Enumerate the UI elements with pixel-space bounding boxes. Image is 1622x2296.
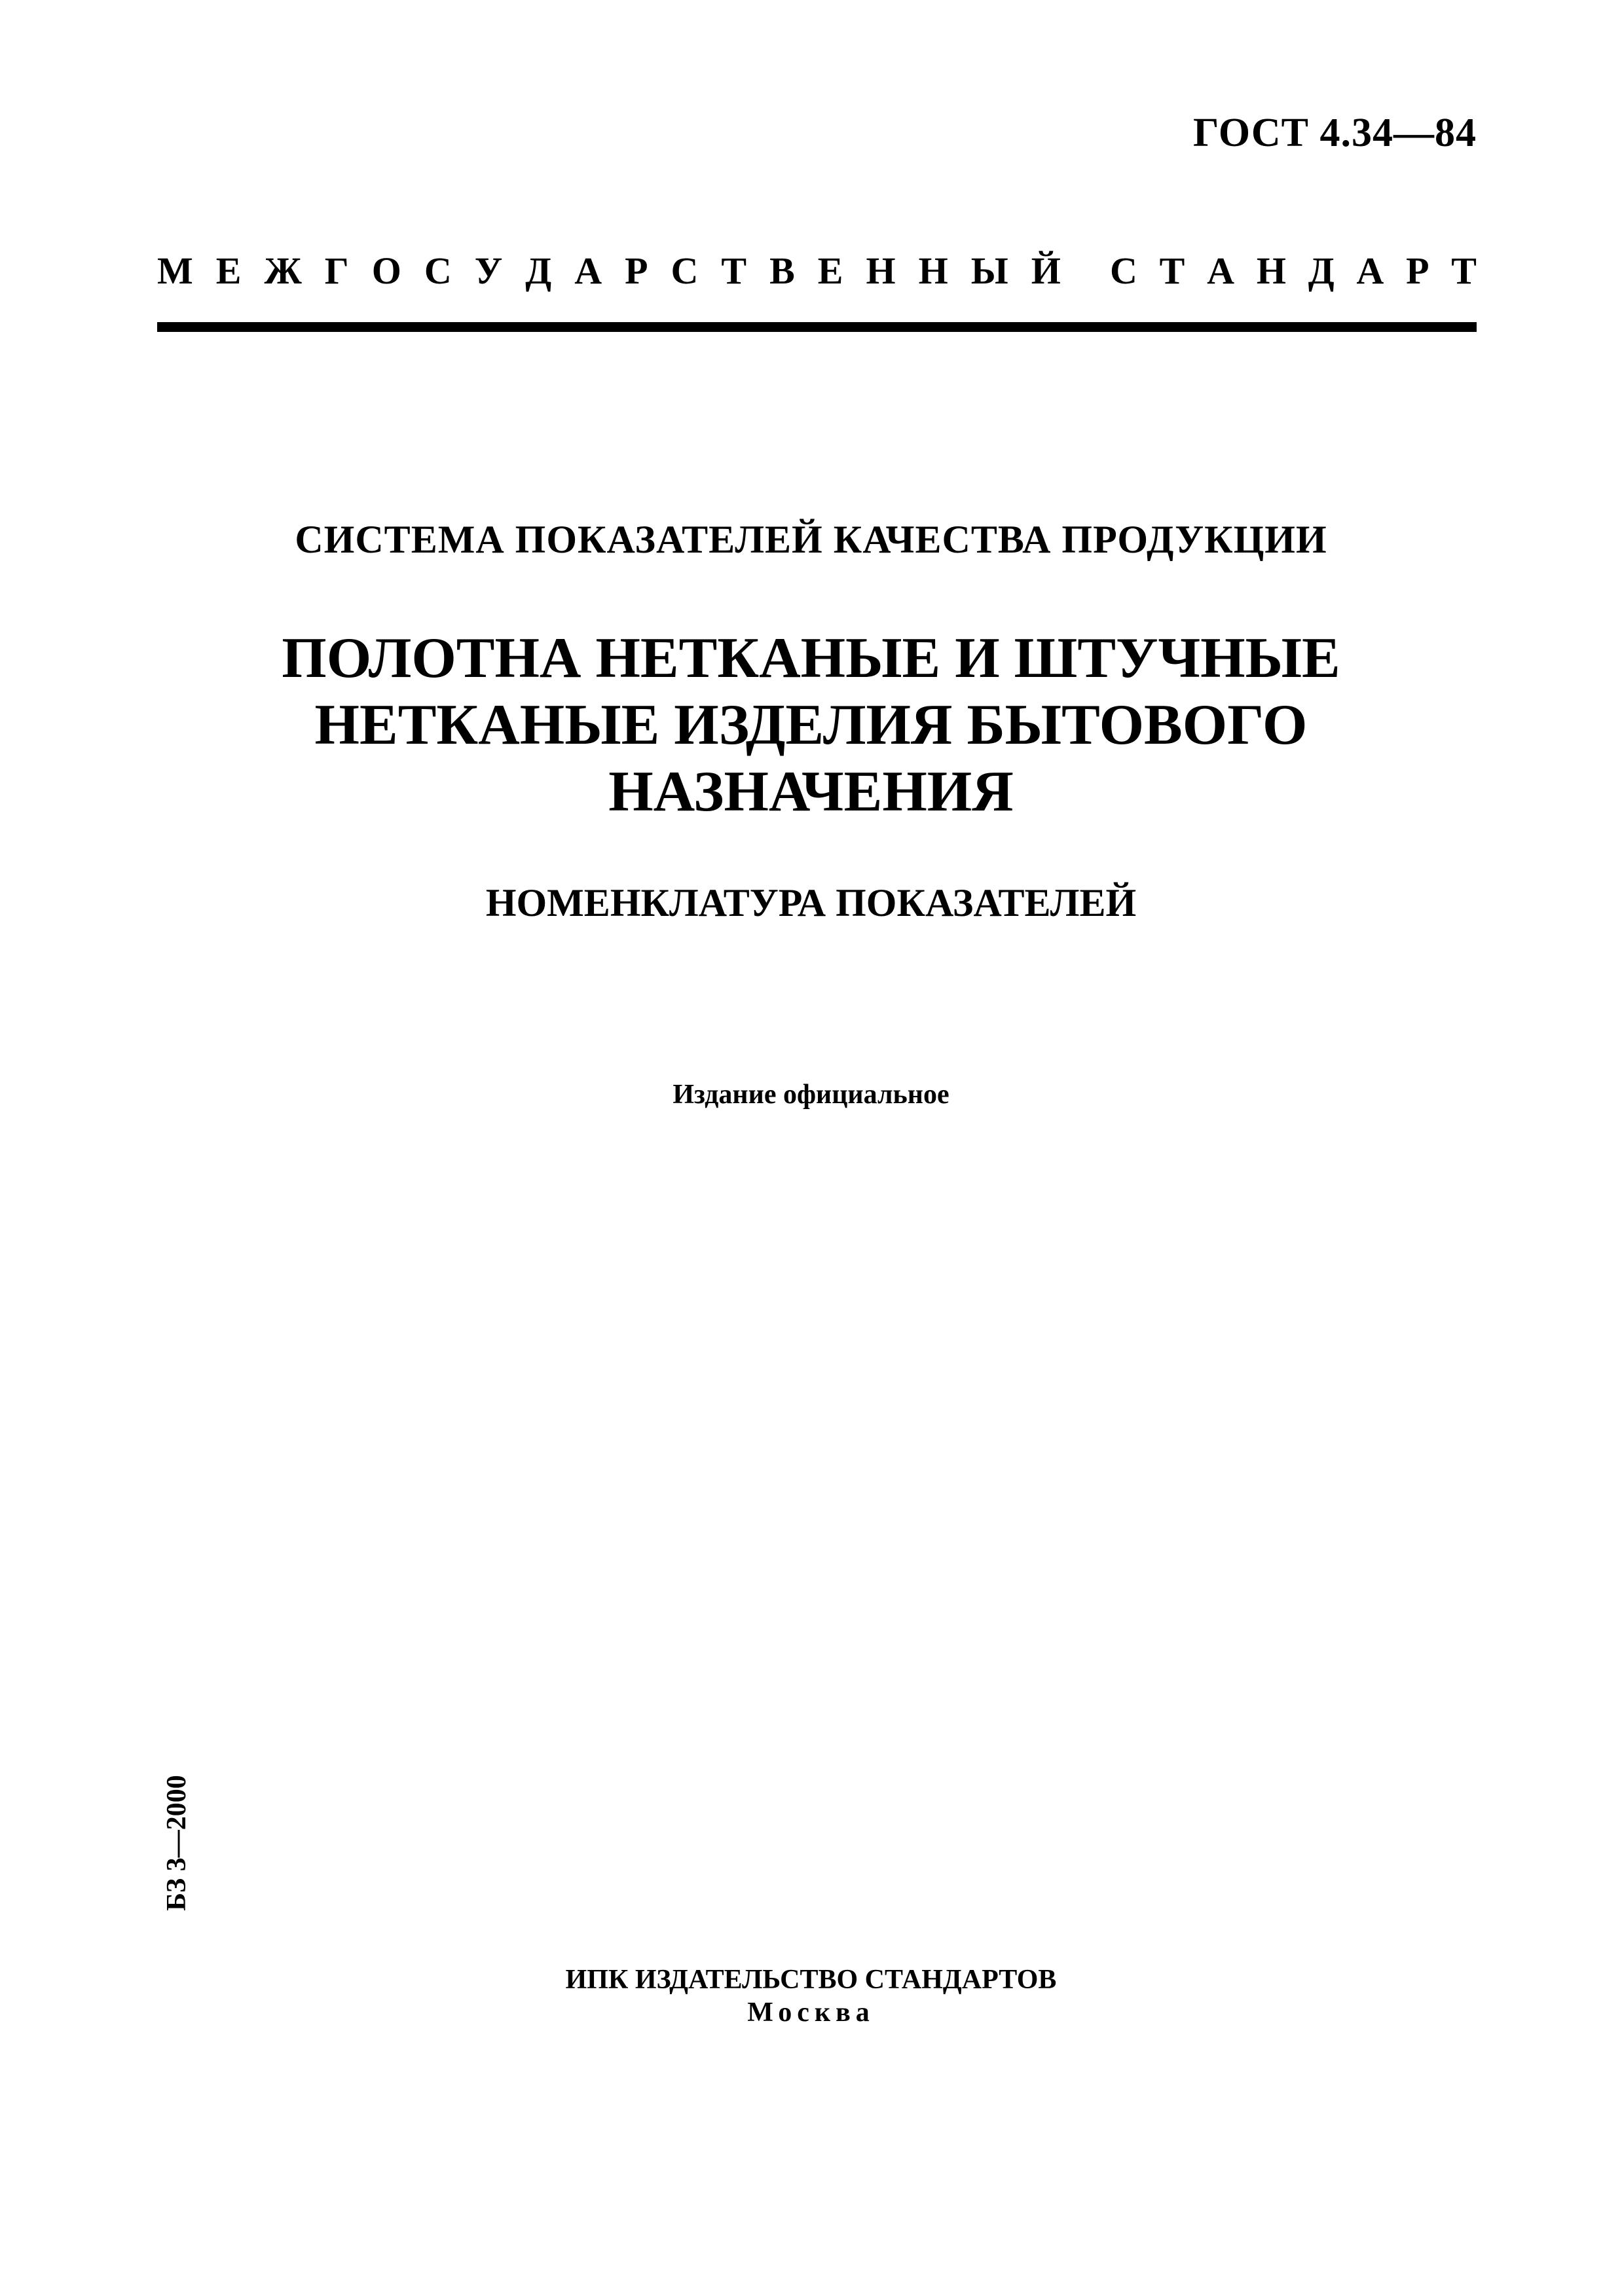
heading-letter: В	[769, 249, 795, 292]
main-title	[0, 625, 1622, 826]
subtitle: НОМЕНКЛАТУРА ПОКАЗАТЕЛЕЙ	[485, 881, 1137, 924]
heading-letter: Е	[817, 249, 843, 292]
heading-letter: С	[671, 249, 699, 292]
main-title-line: НЕТКАНЫЕ ИЗДЕЛИЯ БЫТОВОГО	[314, 693, 1308, 757]
heading-letter: С	[1110, 249, 1137, 292]
interstate-word	[157, 249, 1061, 292]
heading-letter: Ж	[264, 249, 302, 292]
heading-letter: Д	[1308, 249, 1335, 292]
heading-letter: Й	[1031, 249, 1061, 292]
series-title: СИСТЕМА ПОКАЗАТЕЛЕЙ КАЧЕСТВА ПРОДУКЦИИ	[295, 518, 1327, 561]
heading-letter: О	[371, 249, 401, 292]
heading-letter: У	[474, 249, 503, 292]
heading-letter: Н	[918, 249, 948, 292]
heading-letter: Р	[1406, 249, 1429, 292]
heading-letter: Ы	[970, 249, 1008, 292]
heading-letter: Н	[866, 249, 896, 292]
heading-letter: С	[424, 249, 452, 292]
edition-label: Издание официальное	[673, 1080, 949, 1110]
heading-letter: А	[1207, 249, 1235, 292]
main-title-line: НАЗНАЧЕНИЯ	[608, 760, 1014, 824]
heading-letter: Е	[215, 249, 242, 292]
heading-letter: Т	[1451, 249, 1477, 292]
main-title-line: ПОЛОТНА НЕТКАНЫЕ И ШТУЧНЫЕ	[282, 627, 1340, 690]
heading-letter: Р	[625, 249, 648, 292]
interstate-standard-heading	[157, 249, 1477, 292]
gost-number: ГОСТ 4.34—84	[1192, 111, 1477, 155]
heading-letter: А	[574, 249, 602, 292]
standard-word	[1110, 249, 1477, 292]
heading-letter: Т	[1159, 249, 1185, 292]
heading-letter: Н	[1256, 249, 1286, 292]
heading-letter: Т	[721, 249, 747, 292]
heading-letter: Д	[525, 249, 552, 292]
publisher-name: ИПК ИЗДАТЕЛЬСТВО СТАНДАРТОВ	[565, 1965, 1057, 1995]
side-code: БЗ 3—2000	[162, 1775, 192, 1911]
heading-letter: А	[1356, 249, 1384, 292]
heading-rule	[157, 322, 1477, 332]
heading-letter: М	[157, 249, 193, 292]
heading-letter: Г	[324, 249, 349, 292]
publisher-city: Москва	[747, 1997, 875, 2028]
